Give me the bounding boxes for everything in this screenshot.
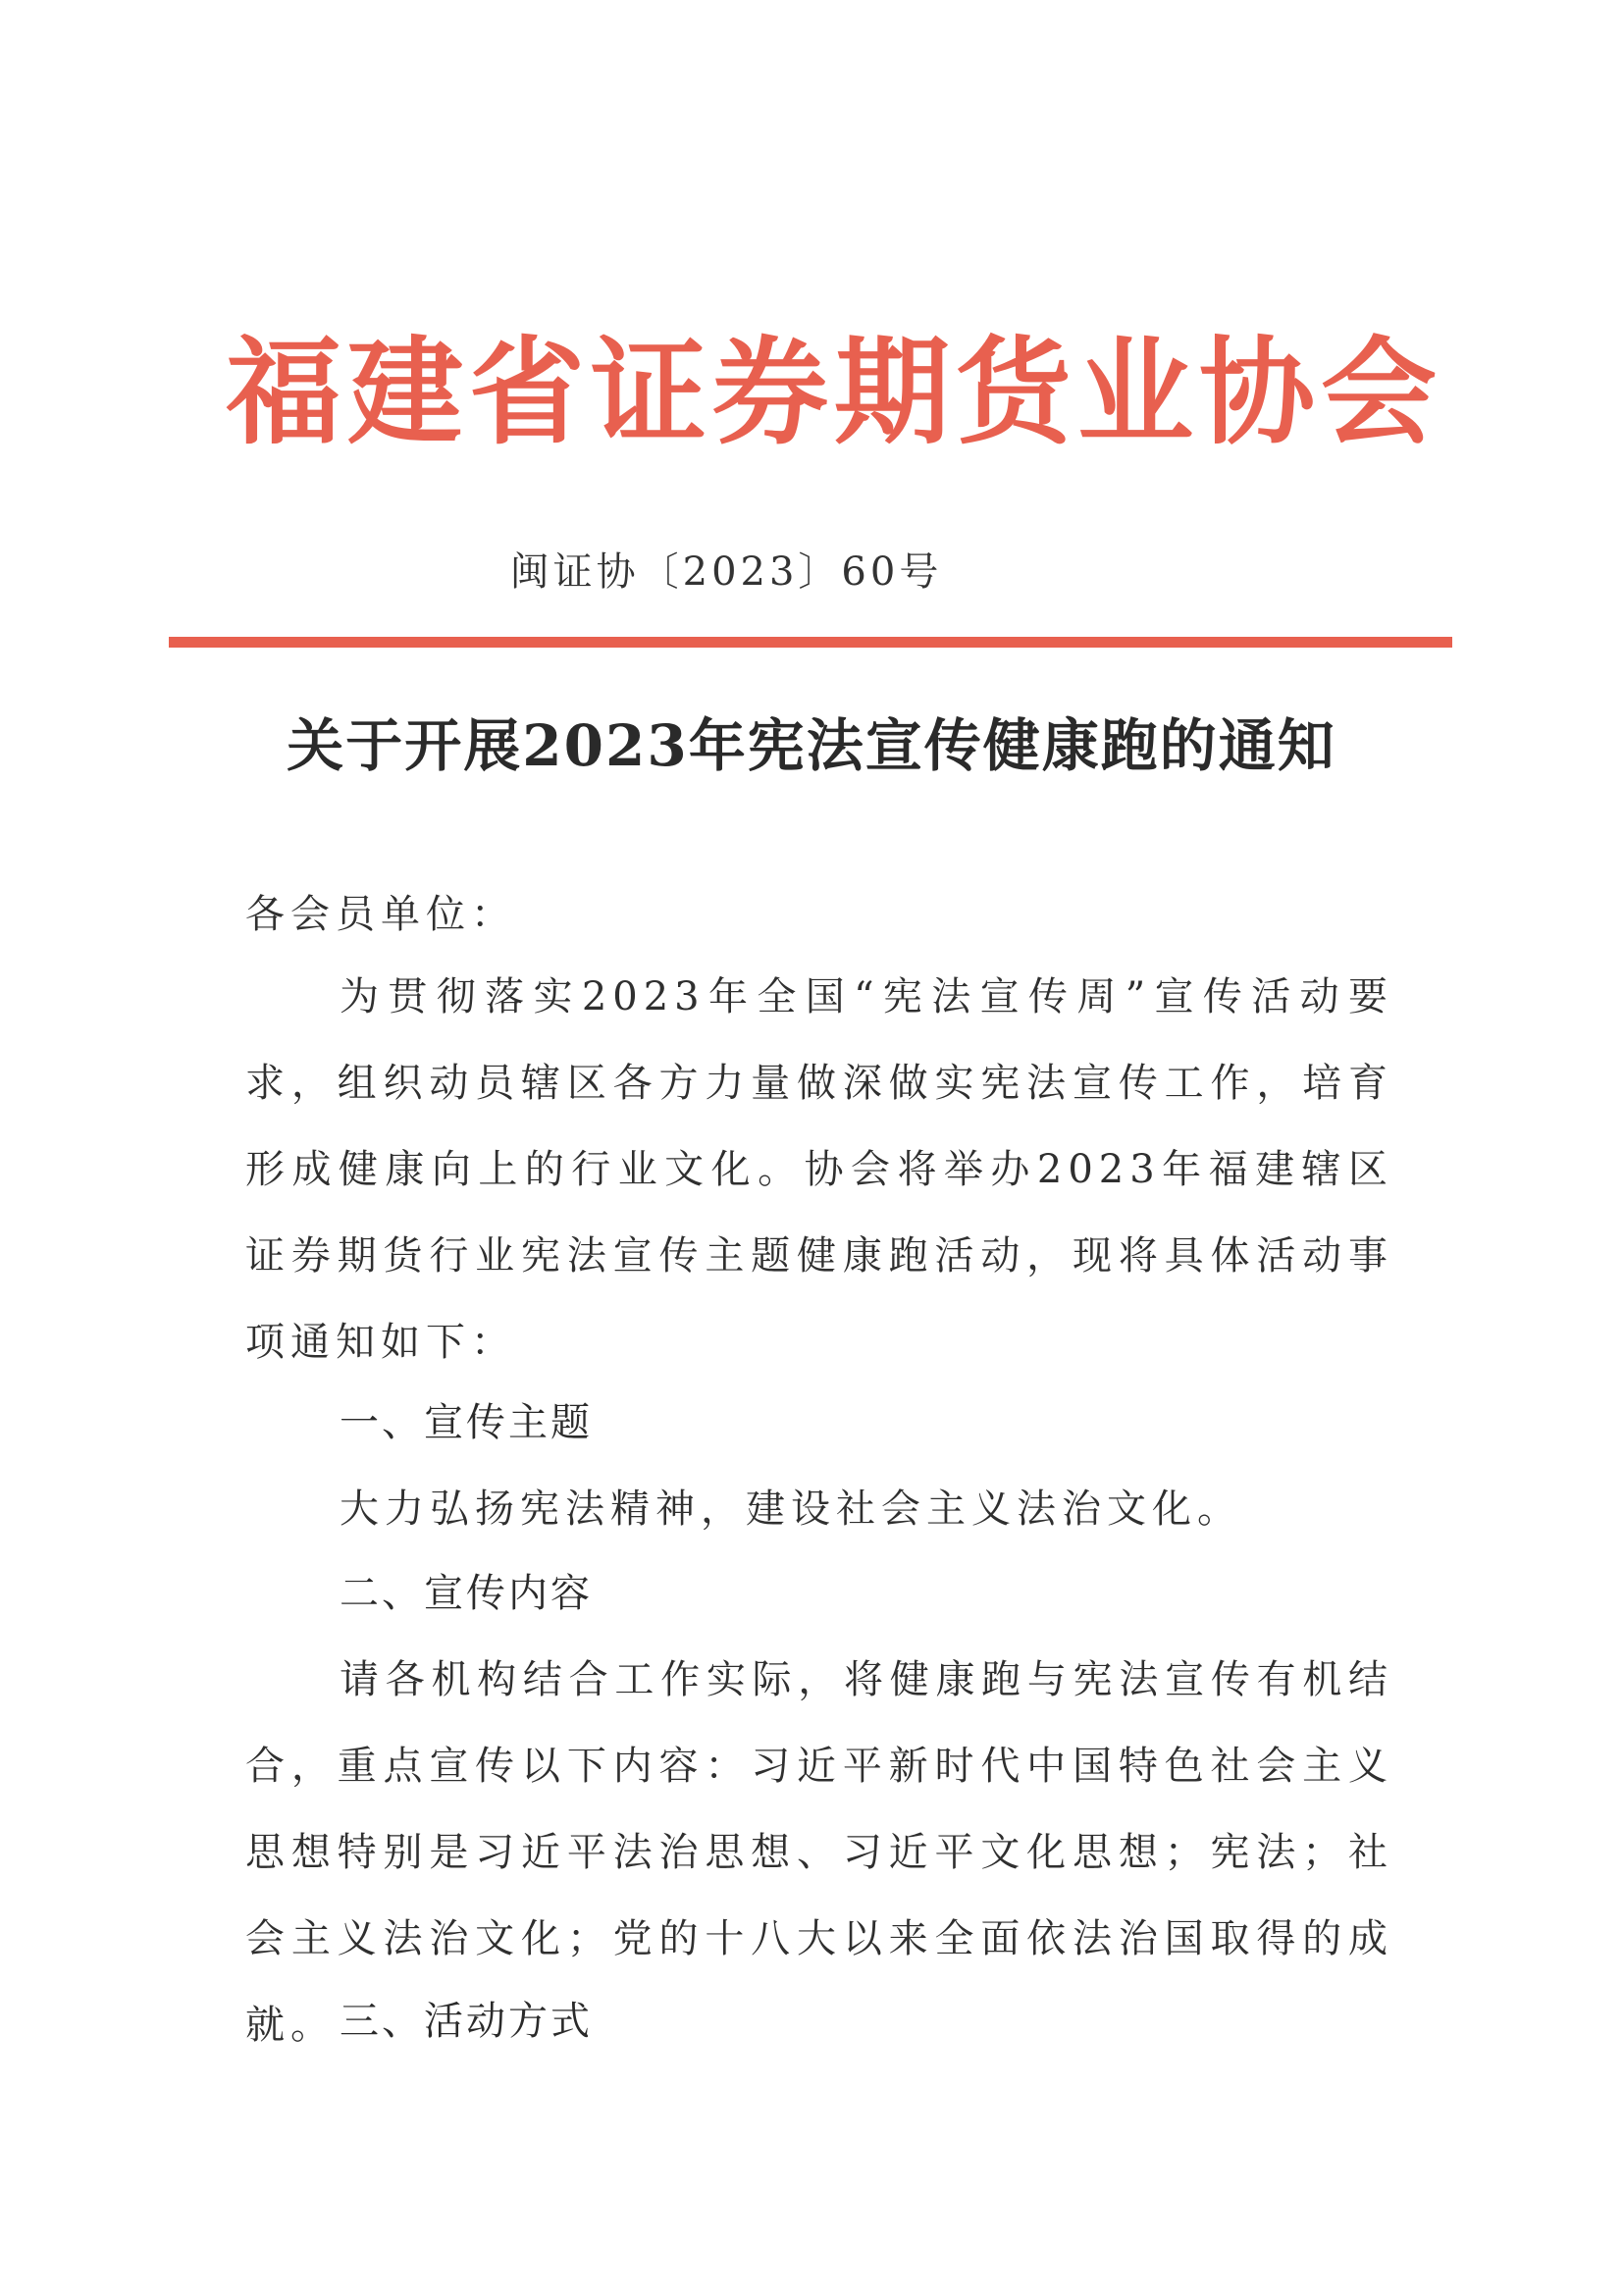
section-heading-method: 三、活动方式 [340,1999,593,2044]
document-number: 闽证协〔2023〕60号 [509,549,943,595]
organization-letterhead: 福建省证券期货业协会 [226,325,1443,460]
section-body-content: 请各机构结合工作实际，将健康跑与宪法宣传有机结合，重点宣传以下内容：习近平新时代中国特色社会主义思想特别是习近平法治思想、习近平文化思想；宪法；社会主义法治文化；党的十八大以来全面依法治国取得的成就。 [245,1657,1393,2048]
section-heading-content: 二、宣传内容 [340,1571,593,1616]
notice-title: 关于开展2023年宪法宣传健康跑的通知 [287,712,1336,779]
intro-paragraph: 为贯彻落实2023年全国“宪法宣传周”宣传活动要求，组织动员辖区各方力量做深做实宪法宣传工作，培育形成健康向上的行业文化。协会将举办2023年福建辖区证券期货行业宪法宣传主题健康跑活动，现将具体活动事项通知如下： [245,974,1393,1365]
letterhead-red-rule [169,637,1452,648]
section-body-theme: 大力弘扬宪法精神，建设社会主义法治文化。 [340,1487,1242,1532]
salutation: 各会员单位： [245,892,516,937]
section-heading-theme: 一、宣传主题 [340,1400,593,1445]
